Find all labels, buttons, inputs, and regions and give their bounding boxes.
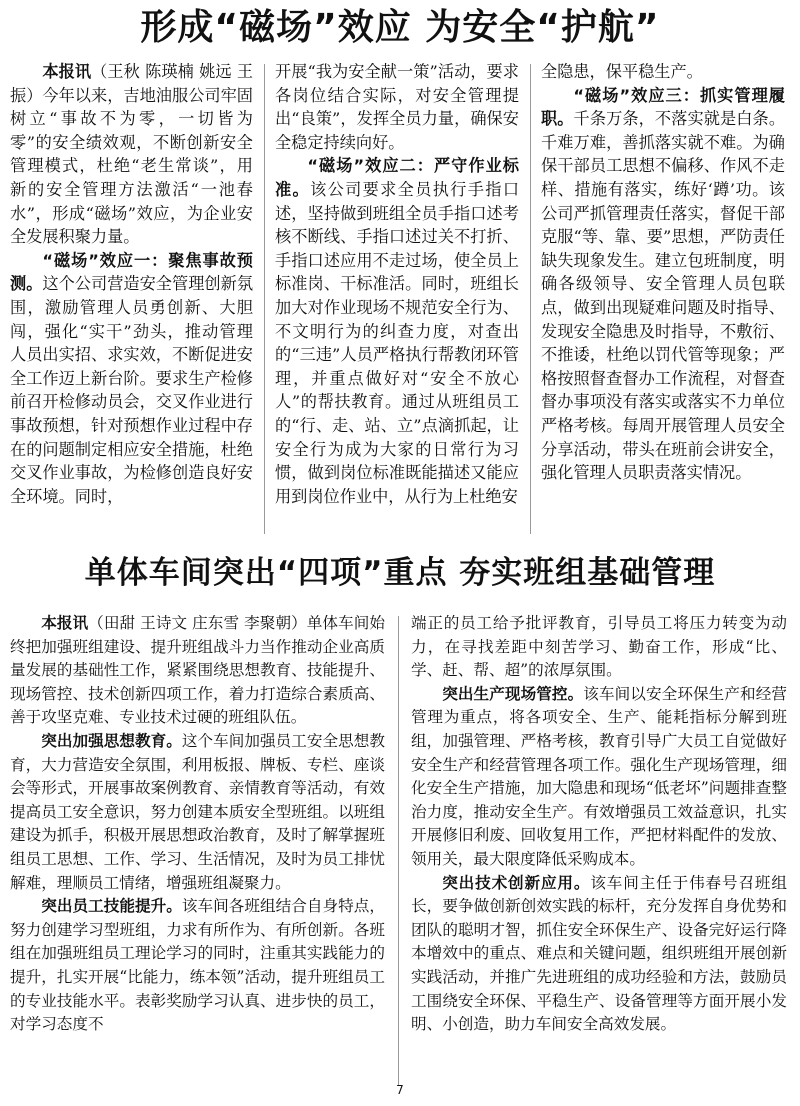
section-heading: 突出技术创新应用。 [442,873,591,892]
section-heading: 突出员工技能提升。 [41,897,182,916]
paragraph-text: 开展“我为安全献一策”活动，要求各岗位结合实际，对安全管理提出“良策”，发挥全员力量，确保安全稳定持续向好。 [275,62,519,152]
column-divider [264,64,265,534]
page-number: 7 [396,1083,404,1097]
article2-column-2 [411,612,787,1092]
section-heading: “磁场”效应二：严守作业标准。 [275,156,519,199]
column-divider [398,616,399,1086]
paragraph-text: （王秋 陈瑛楠 姚远 王振）今年以来，吉地油服公司牢固树立“事故不为零，一切皆为零”的安全绩效观，不断创新安全管理模式，杜绝“老生常谈”，用新的安全管理方法激活“一池春水”，形成“磁场”效应，为企业安全发展积聚力量。 [10,62,253,247]
paragraph-text: （田甜 王诗文 庄东雪 李聚朝）单体车间始终把加强班组建设、提升班组战斗力当作推动企业高质量发展的基础性工作，紧紧围绕思想教育、技能提升、现场管控、技术创新四项工作，着力打造综合素质高、善于攻坚克难、专业技术过硬的班组队伍。 [10,614,385,727]
article2-paragraph [411,612,787,683]
paragraph-text: 该车间主任于伟春号召班组长，要争做创新创效实践的标杆，充分发挥自身优势和团队的聪明才智，抓住安全环保生产、设备完好运行降本增效中的重点、难点和关键问题，组织班组开展创新实践活动，并推广先进班组的成功经验和方法，鼓励员工围绕安全环保、平稳生产、设备管理等方面开展小发明、小创造，助力车间安全高效发展。 [411,873,787,1034]
paragraph-text: 该车间各班组结合自身特点，努力创建学习型班组，力求有所作为、有所创新。各班组在加强班组员工理论学习的同时，注重其实践能力的提升，扎实开展“比能力，练本领”活动，提升班组员工的专业技能水平。表彰奖励学习认真、进步快的员工，对学习态度不 [10,897,385,1034]
article1-paragraph [541,60,785,84]
article2-headline: 单体车间突出“四项”重点 夯实班组基础管理 [84,555,716,591]
article1-paragraph [541,84,785,485]
article1-column-3 [541,60,785,540]
byline-lead: 本报讯 [42,62,92,81]
article2-paragraph [411,683,787,872]
section-heading: “磁场”效应一：聚焦事故预测。 [10,250,253,294]
column-divider [530,64,531,534]
byline-lead: 本报讯 [41,614,89,632]
paragraph-text: 该公司要求全员执行手指口述，坚持做到班组全员手指口述考核不断线、手指口述过关不打折、手指口述应用不走过场，使全员上标准岗、干标准活。同时，班组长加大对作业现场不规范安全行为、不文明行为的纠查力度，对查出的“三违”人员严格执行帮教闭环管理，并重点做好对“安全不放心人”的帮扶教育。通过从班组员工的“行、走、站、立”点滴抓起，让安全行为成为大家的日常行为习惯，做到岗位标准既能描述又能应用到岗位作业中，从行为上杜绝安 [275,179,519,506]
section-heading: 突出加强思想教育。 [41,731,182,750]
paragraph-text: 全隐患，保平稳生产。 [541,62,703,81]
paragraph-text: 千条万条，不落实就是白条。千难万难，善抓落实就不难。为确保干部员工思想不偏移、作风不走样、措施有落实，练好‘蹲’功。该公司严抓管理责任落实，督促干部克服“等、靠、要”思想，严防责任缺失现象发生。建立包班制度，明确各级领导、安全管理人员包联点，做到出现疑难问题及时指导、发现安全隐患及时指导，不敷衍、不推诿，杜绝以罚代管等现象；严格按照督查督办工作流程，对督查督办事项没有落实或落实不力单位严格考核。每周开展管理人员安全分享活动，带头在班前会讲安全，强化管理人员职责落实情况。 [541,109,785,483]
article2-paragraph [411,872,787,1037]
article2-paragraph [10,895,385,1037]
section-heading: “磁场”效应三：抓实管理履职。 [541,85,785,129]
article2-paragraph [10,612,385,730]
article2-paragraph [10,730,385,895]
paragraph-text: 该车间以安全环保生产和经营管理为重点，将各项安全、生产、能耗指标分解到班组，加强管理、严格考核，教育引导广大员工自觉做好安全生产和经营管理各项工作。强化生产现场管理，细化安全生产措施，加大隐患和现场“低老坏”问题排查整治力度，推动安全生产。有效增强员工效益意识，扎实开展修旧利废、回收复用工作，严把材料配件的发放、领用关，最大限度降低采购成本。 [411,684,787,868]
article1-column-1 [10,60,253,540]
article1-paragraph [275,60,519,154]
paragraph-text: 这个车间加强员工安全思想教育，大力营造安全氛围，利用板报、牌板、专栏、座谈会等形式，开展事故案例教育、亲情教育等活动，有效提高员工安全意识，努力创建本质安全型班组。以班组建设为抓手，积极开展思想政治教育，及时了解掌握班组员工思想、工作、学习、生活情况，及时为员工排忧解难，理顺员工情绪，增强班组凝聚力。 [10,731,385,892]
paragraph-text: 端正的员工给予批评教育，引导员工将压力转变为动力，在寻找差距中刻苦学习、勤奋工作，形成“比、学、赶、帮、超”的浓厚氛围。 [411,614,787,680]
article1-column-2 [275,60,519,540]
article2-column-1 [10,612,385,1092]
article1-paragraph [10,60,253,249]
article1-paragraph [275,154,519,508]
section-heading: 突出生产现场管控。 [442,684,584,703]
article1-paragraph [10,249,253,509]
paragraph-text: 这个公司营造安全管理创新氛围，激励管理人员勇创新、大胆闯，强化“实干”劲头，推动管理人员出实招、求实效，不断促进安全工作迈上新台阶。要求生产检修前召开检修动员会，交叉作业进行事故预想，针对预想作业过程中存在的问题制定相应安全措施，杜绝交叉作业事故，为检修创造良好安全环境。同时， [10,274,253,506]
article1-headline: 形成“磁场”效应 为安全“护航” [140,7,660,48]
